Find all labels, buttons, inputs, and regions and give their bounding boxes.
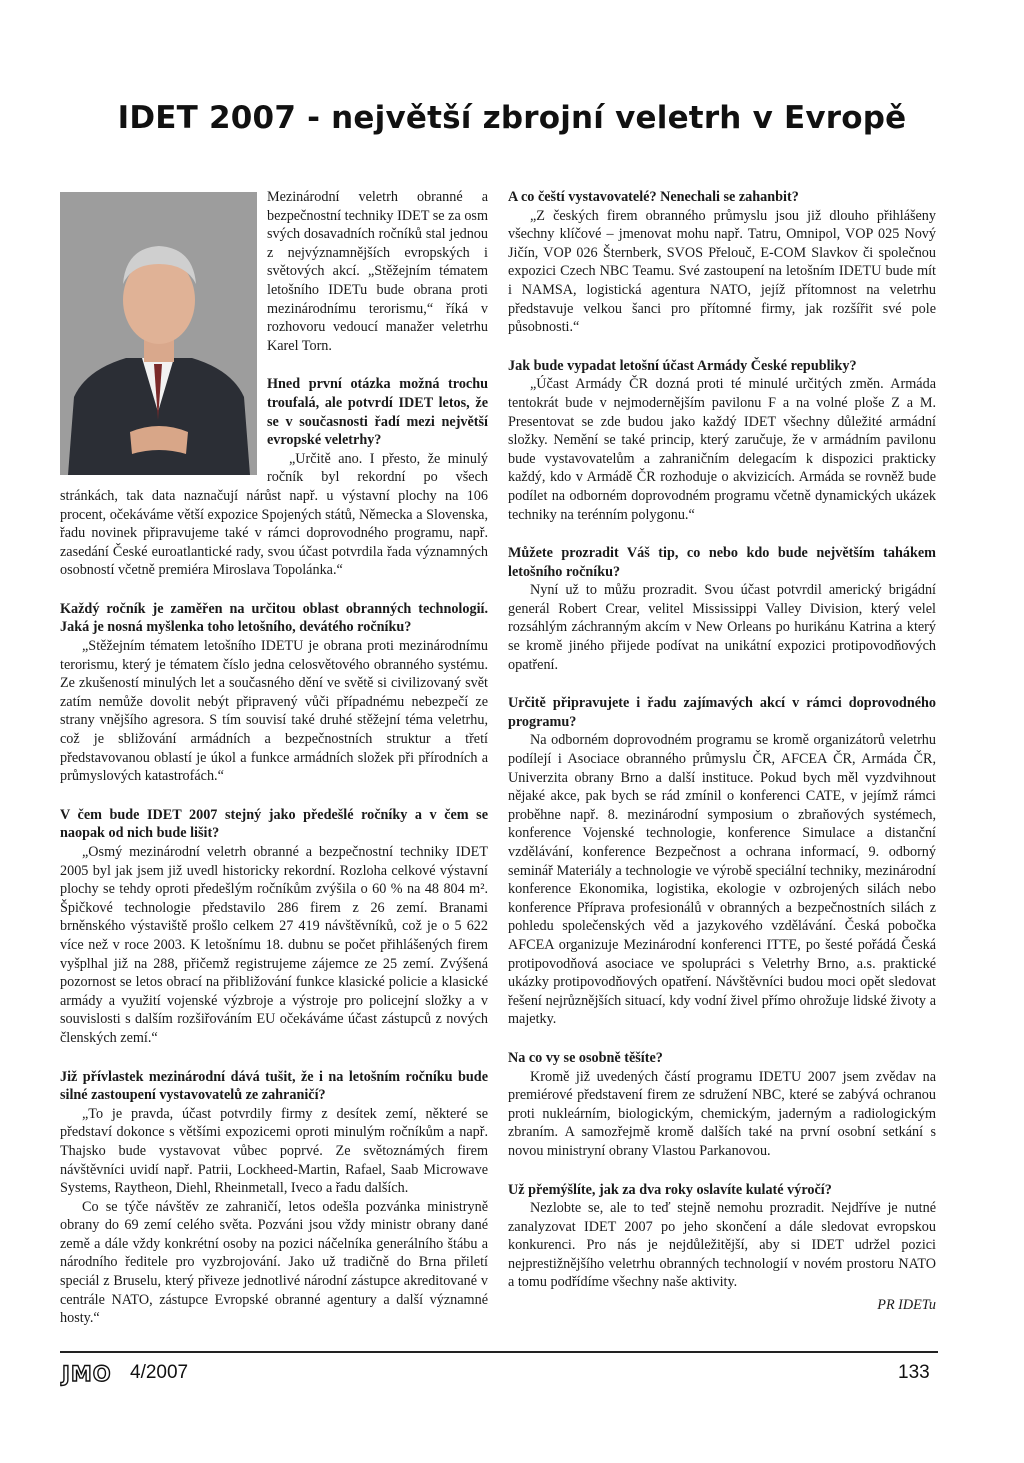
answer-3: „Osmý mezinárodní veletrh obranné a bezpečnostní techniky IDET 2005 byl jak jsem již uvedl historicky rekordní. Rozloha celkové výstavní plochy se tehdy oproti předešlým ročníkům zvýšila o 60 % na 48 804 m². Špičkové technologie představilo 286 firem z 26 zemí. Branami brněnského výstaviště prošlo celkem 27 419 návštěvníků, což je o 5 622 více než v roce 2003. K letošnímu 18. dubnu se počet přihlášených firem vyšplhal již na 288, přičemž registrujeme zájemce ze 25 zemí. Zvýšená pozornost se letos obrací na přibližování funkce klasické policie a klasické armády a využití vojenské výzbroje a výstroje pro policejní složky a v souvislosti s dalším rozšiřováním EU očekáváme účast zástupců z nových členských zemí.“: [60, 844, 488, 1046]
issue-number: 4/2007: [130, 1362, 189, 1383]
article-title: IDET 2007 - největší zbrojní veletrh v Evropě: [117, 100, 907, 136]
question-2: Každý ročník je zaměřen na určitou oblast obranných technologií. Jaká je nosná myšlenka toho letošního, devátého ročníku?: [60, 600, 488, 636]
answer-2: „Stěžejním tématem letošního IDETU je obrana proti mezinárodnímu terorismu, který je tématem číslo jedna celosvětového obranného systému. Ze zkušeností minulých let a současného dění ve světě si civilizovaný svět zatím nemůže dovolit nebýt připravený vůči případnému nebezpečí ze strany vnějšího agresora. S tím souvisí také druhé stěžejní téma veletrhu, což je sbližování armádních a bezpečnostních struktur a třetí představovanou oblastí je úkol a funkce armádních složek při přírodních a průmyslových katastrofách.“: [60, 638, 488, 785]
question-8: Určitě připravujete i řadu zajímavých akcí v rámci doprovodného programu?: [508, 695, 936, 730]
portrait-icon: [60, 192, 257, 475]
left-column: [60, 188, 488, 1328]
answer-6: „Účast Armády ČR dozná proti té minulé určitých změn. Armáda tentokrát bude v nejmodernějším pavilonu F a na volné ploše Z a M. Presentovat se zde budou jako každý IDET všechny důležité armádní složky. Nemění se také princip, který zaručuje, že v armádním pavilonu bude vystavovatelům a zahraničním delegacím k dispozici prakticky každý, kdo v Armádě ČR rozhoduje o akvizicích. Armáda se rovněž bude podílet na odborném doprovodném programu včetně dynamických ukázek techniky na terénním polygonu.“: [508, 376, 936, 523]
intro-paragraph: Mezinárodní veletrh obranné a bezpečnostní techniky IDET se za osm svých dosavadních ročníků stal jednou z nejvýznamnějších evropských i světových akcí. „Stěžejním tématem letošního IDETu bude obrana proti mezinárodnímu terorismu,“ říká v rozhovoru vedoucí manažer veletrhu Karel Torn.: [267, 189, 488, 354]
answer-4-continued: Co se týče návštěv ze zahraničí, letos odešla pozvánka ministryně obrany do 69 zemí celého světa. Pozváni jsou vždy ministr obrany dané země a dále vždy konkrétní osoby na pozici náčelníka generálního štábu a národního ředitele pro vyzbrojování. Jako už tradičně do Brna přiletí speciál z Bruselu, který přiveze jednotlivé národní zástupce akreditované v centrále NATO, zástupce Evropské obranné agentury a další významné hosty.“: [60, 1198, 488, 1327]
answer-9: Kromě již uvedených částí programu IDETU 2007 jsem zvědav na premiérové představení firem ze sdružení NBC, které se zabývá ochranou proti nukleárním, biologickým, chemickým, jaderným a radiologickým zbraním. A samozřejmě kromě dalších také na první osobní setkání s novou ministryní obrany Vlastou Parkanovou.: [508, 1068, 936, 1159]
footer-rule: [60, 1351, 938, 1353]
answer-7: Nyní už to můžu prozradit. Svou účast potvrdil americký brigádní generál Robert Crear, velitel Mississippi Valley Division, který velel rozsáhlým záchranným akcím v New Orleans po hurikánu Katrina a který se kromě jiného přijede podívat na unikátní expozici protipovodňových opatření.: [508, 582, 936, 673]
answer-8: Na odborném doprovodném programu se kromě organizátorů veletrhu podílejí i Asociace obranného průmyslu ČR, AFCEA ČR, Armáda ČR, Univerzita obrany Brno a další instituce. Pokud bych měl vyzdvihnout nějaké akce, pak bych se rád zmínil o konferenci CATE, v jejímž rámci proběhne např. 8. mezinárodní symposium o zbraňových systémech, konference Vojenské technologie, konference Simulace a distanční vzdělávání, konference Bezpečnost a ochrana informací, 9. odborný seminář Materiály a technologie ve výrobě speciální techniky, mezinárodní konference Ekonomika, logistika, ekologie v ozbrojených silách nebo konference Příprava profesionálů v obranných a bezpečnostních silách z pohledu společenských věd a jazykového vzdělávání. Česká pobočka AFCEA organizuje Mezinárodní konferenci ITTE, po šesté pořádá Česká protipovodňová asociace ve spolupráci s Veletrhy Brno, a.s. praktické ukázky protipovodňových opatření. Návštěvníci budou moci opět sledovat řešení nejrůznějších situací, kdy vodní živel přímo ohrožuje lidské životy a majetky.: [508, 732, 936, 1028]
question-4: Již přívlastek mezinárodní dává tušit, že i na letošním ročníku bude silné zastoupení vystavovatelů ze zahraničí?: [60, 1068, 488, 1104]
portrait-photo: [60, 192, 257, 475]
question-7: Můžete prozradit Váš tip, co nebo kdo bude největším tahákem letošního ročníku?: [508, 545, 936, 580]
answer-1: „Určitě ano. I přesto, že minulý ročník byl rekordní po všech stránkách, tak data naznačují nárůst např. u výstavní plochy na 106 procent, očekáváme větší expozice Spojených států, Německa a Slovenska, řadu novinek připravujeme také v rámci doprovodného programu, např. zasedání České euroatlantické rady, svou účast potvrdila řada významných osobností včetně premiéra Miroslava Topolánka.“: [60, 450, 488, 579]
answer-5: „Z českých firem obranného průmyslu jsou již dlouho přihlášeny všechny klíčové – jmenovat mohu např. Tatru, Omnipol, VOP 025 Nový Jičín, VOP 026 Šternberk, SVOS Přelouč, E-COM Slavkov či společnou expozici Czech NBC Teamu. Své zastoupení na letošním IDETU bude mít i NAMSA, logistická agentura NATO, jejíž přítomnost na veletrhu představuje velkou šanci pro přítomné firmy, jak rozšířit své pole působnosti.“: [508, 207, 936, 336]
signature: PR IDETu: [877, 1297, 936, 1314]
magazine-logo: JMO: [62, 1362, 112, 1386]
right-column: [508, 188, 936, 1315]
question-1: Hned první otázka možná trochu troufalá, ale potvrdí IDET letos, že se v současnosti řadí mezi největší evropské veletrhy?: [267, 376, 488, 449]
answer-4: „To je pravda, účast potvrdily firmy z desítek zemí, některé se představí dokonce s většími expozicemi oproti minulým ročníkům a např. Thajsko bude vystavovat vůbec poprvé. Ze světoznámých firem návštěvníci uvidí např. Patrii, Lockheed-Martin, Rafael, Saab Microwave Systems, Raytheon, Diehl, Rheinmetall, Iveco a řadu dalších.: [60, 1105, 488, 1197]
page-number: 133: [898, 1362, 930, 1383]
question-10: Už přemýšlíte, jak za dva roky oslavíte kulaté výročí?: [508, 1181, 832, 1198]
answer-10: Nezlobte se, ale to teď stejně nemohu prozradit. Nejdříve je nutné zanalyzovat IDET 2007 po jeho skončení a dále sledovat evropskou konkurenci. Pro nás je nejdůležitější, aby si IDET udržel pozici nejprestižnějšího veletrhu obranných technologií v novém prostoru NATO a tomu podřídíme všechny naše aktivity.: [508, 1200, 936, 1291]
question-9: Na co vy se osobně těšíte?: [508, 1049, 663, 1066]
question-5: A co čeští vystavovatelé? Nenechali se zahanbit?: [508, 189, 799, 205]
question-3: V čem bude IDET 2007 stejný jako předešlé ročníky a v čem se naopak od nich bude lišit?: [60, 806, 488, 842]
question-6: Jak bude vypadat letošní účast Armády České republiky?: [508, 357, 857, 374]
